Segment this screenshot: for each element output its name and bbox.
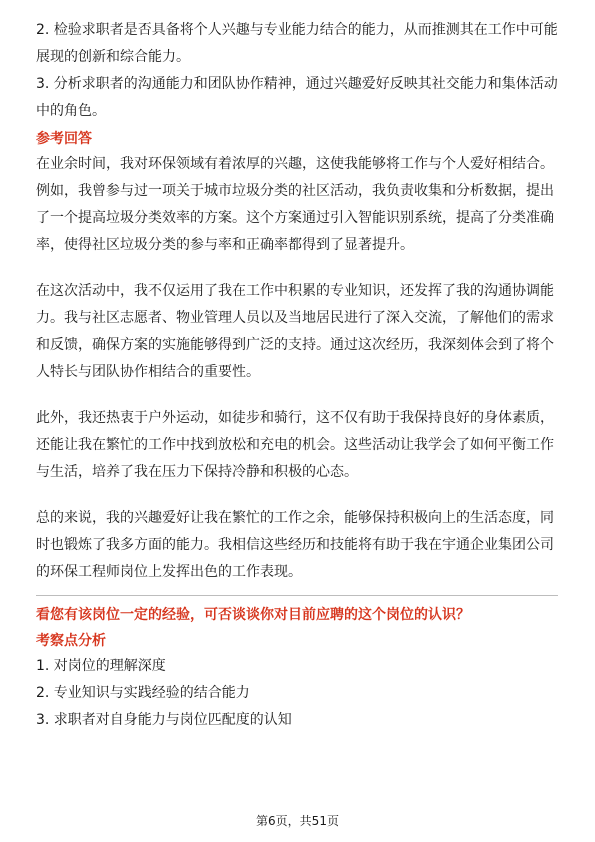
analysis-list-item-3: 3. 求职者对自身能力与岗位匹配度的认知 [36,712,292,728]
analysis-heading: 考察点分析 [36,633,106,649]
top-list-item-2: 2. 检验求职者是否具备将个人兴趣与专业能力结合的能力，从而推测其在工作中可能展现的创新和综合能力。 [36,22,558,65]
answer-paragraph-4: 总的来说，我的兴趣爱好让我在繁忙的工作之余，能够保持积极向上的生活态度，同时也锻炼了我多方面的能力。我相信这些经历和技能将有助于我在宇通企业集团公司的环保工程师岗位上发挥出色的工作表现。 [36,510,554,580]
top-list-item-3: 3. 分析求职者的沟通能力和团队协作精神，通过兴趣爱好反映其社交能力和集体活动中的角色。 [36,76,558,119]
paragraph-gap [36,386,560,405]
paragraph-gap [36,259,560,278]
paragraph-gap [36,486,560,505]
section-divider [36,595,558,596]
answer-paragraph-3: 此外，我还热衷于户外运动，如徒步和骑行，这不仅有助于我保持良好的身体素质，还能让我在繁忙的工作中找到放松和充电的机会。这些活动让我学会了如何平衡工作与生活，培养了我在压力下保持冷静和积极的心态。 [36,410,554,480]
answer-paragraph-1: 在业余时间，我对环保领域有着浓厚的兴趣，这使我能够将工作与个人爱好相结合。例如，我曾参与过一项关于城市垃圾分类的社区活动，我负责收集和分析数据，提出了一个提高垃圾分类效率的方案。这个方案通过引入智能识别系统，提高了分类准确率，使得社区垃圾分类的参与率和正确率都得到了显著提升。 [36,156,554,253]
page-content [36,17,560,734]
analysis-list-item-2: 2. 专业知识与实践经验的结合能力 [36,685,250,701]
page-footer: 第6页，共51页 [256,814,339,828]
analysis-list-item-1: 1. 对岗位的理解深度 [36,658,166,674]
answer-heading: 参考回答 [36,131,92,147]
answer-paragraph-2: 在这次活动中，我不仅运用了我在工作中积累的专业知识，还发挥了我的沟通协调能力。我与社区志愿者、物业管理人员以及当地居民进行了深入交流，了解他们的需求和反馈，确保方案的实施能够得到广泛的支持。通过这次经历，我深刻体会到了将个人特长与团队协作相结合的重要性。 [36,283,554,380]
question-heading: 看您有该岗位一定的经验，可否谈谈你对目前应聘的这个岗位的认识？ [36,607,470,623]
